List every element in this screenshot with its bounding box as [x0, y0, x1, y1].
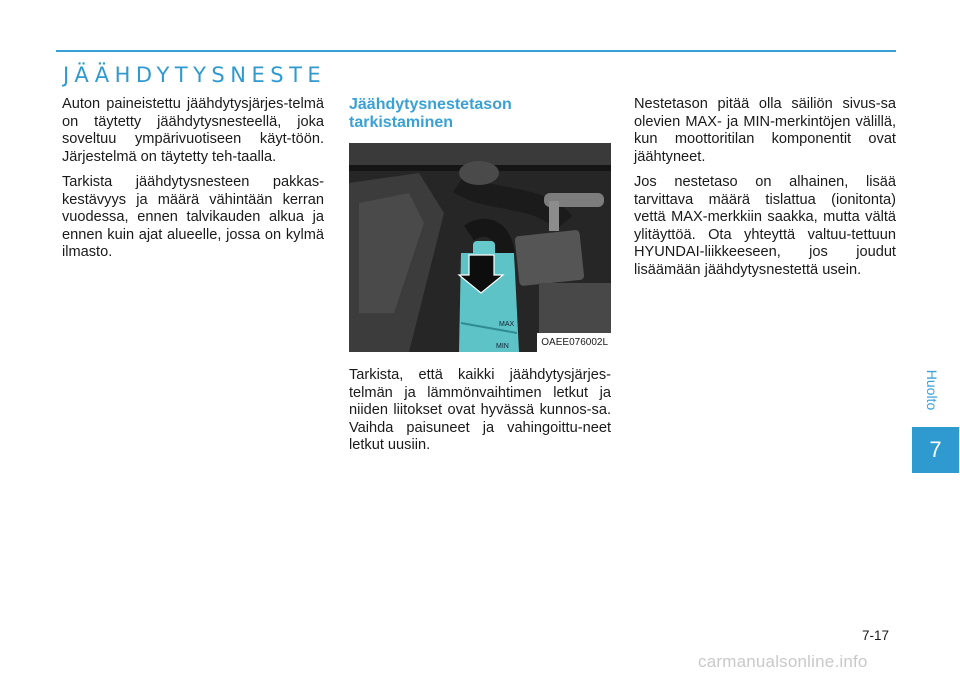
image-code: OAEE076002L — [537, 333, 611, 353]
column-right — [634, 96, 896, 287]
engine-bay-photo — [349, 143, 611, 352]
engine-bay-illustration — [349, 143, 611, 352]
min-mark: MIN — [496, 343, 509, 350]
paragraph: Tarkista jäähdytysnesteen pakkas-kestävyys ja määrä vähintään kerran vuodessa, ennen talvikauden alkua ja ennen kuin ajat alueelle, jossa on kylmä ilmasto. — [62, 174, 324, 260]
paragraph: Jos nestetaso on alhainen, lisää tarvittava määrä tislattua (ionitonta) vettä MAX-merkkiin saakka, mutta vältä ylitäyttöä. Ota yhteyttä valtuu-tettuun HYUNDAI-liikkeeseen, jos joudut lisäämään jäähdytysnestettä usein. — [634, 174, 896, 278]
paragraph: Nestetason pitää olla säiliön sivus-sa olevien MAX- ja MIN-merkintöjen välillä, kun moottoritilan komponentit ovat jäähtyneet. — [634, 96, 896, 165]
chapter-tab-text: Huolto — [924, 369, 940, 411]
paragraph: Auton paineistettu jäähdytysjärjes-telmä on täytetty jäähdytysnesteellä, joka soveltuu ympärivuotiseen käyt-töön. Järjestelmä on täytetty teh-taalla. — [62, 96, 324, 165]
max-mark: MAX — [499, 321, 515, 328]
section-title: JÄÄHDYTYSNESTE — [63, 63, 327, 87]
header-rule — [56, 50, 896, 52]
subheading: Jäähdytysnestetason tarkistaminen — [349, 96, 512, 131]
watermark: carmanualsonline.info — [698, 652, 868, 671]
page-number: 7-17 — [862, 628, 890, 643]
chapter-number-tab[interactable]: 7 — [912, 427, 959, 473]
paragraph: Tarkista, että kaikki jäähdytysjärjes-telmän ja lämmönvaihtimen letkut ja niiden liitokset ovat hyvässä kunnos-sa. Vaihda paisuneet ja vahingoittu-neet letkut uusiin. — [349, 367, 611, 453]
column-middle — [349, 96, 611, 463]
chapter-tab-label[interactable] — [912, 365, 952, 415]
column-left — [62, 96, 324, 270]
